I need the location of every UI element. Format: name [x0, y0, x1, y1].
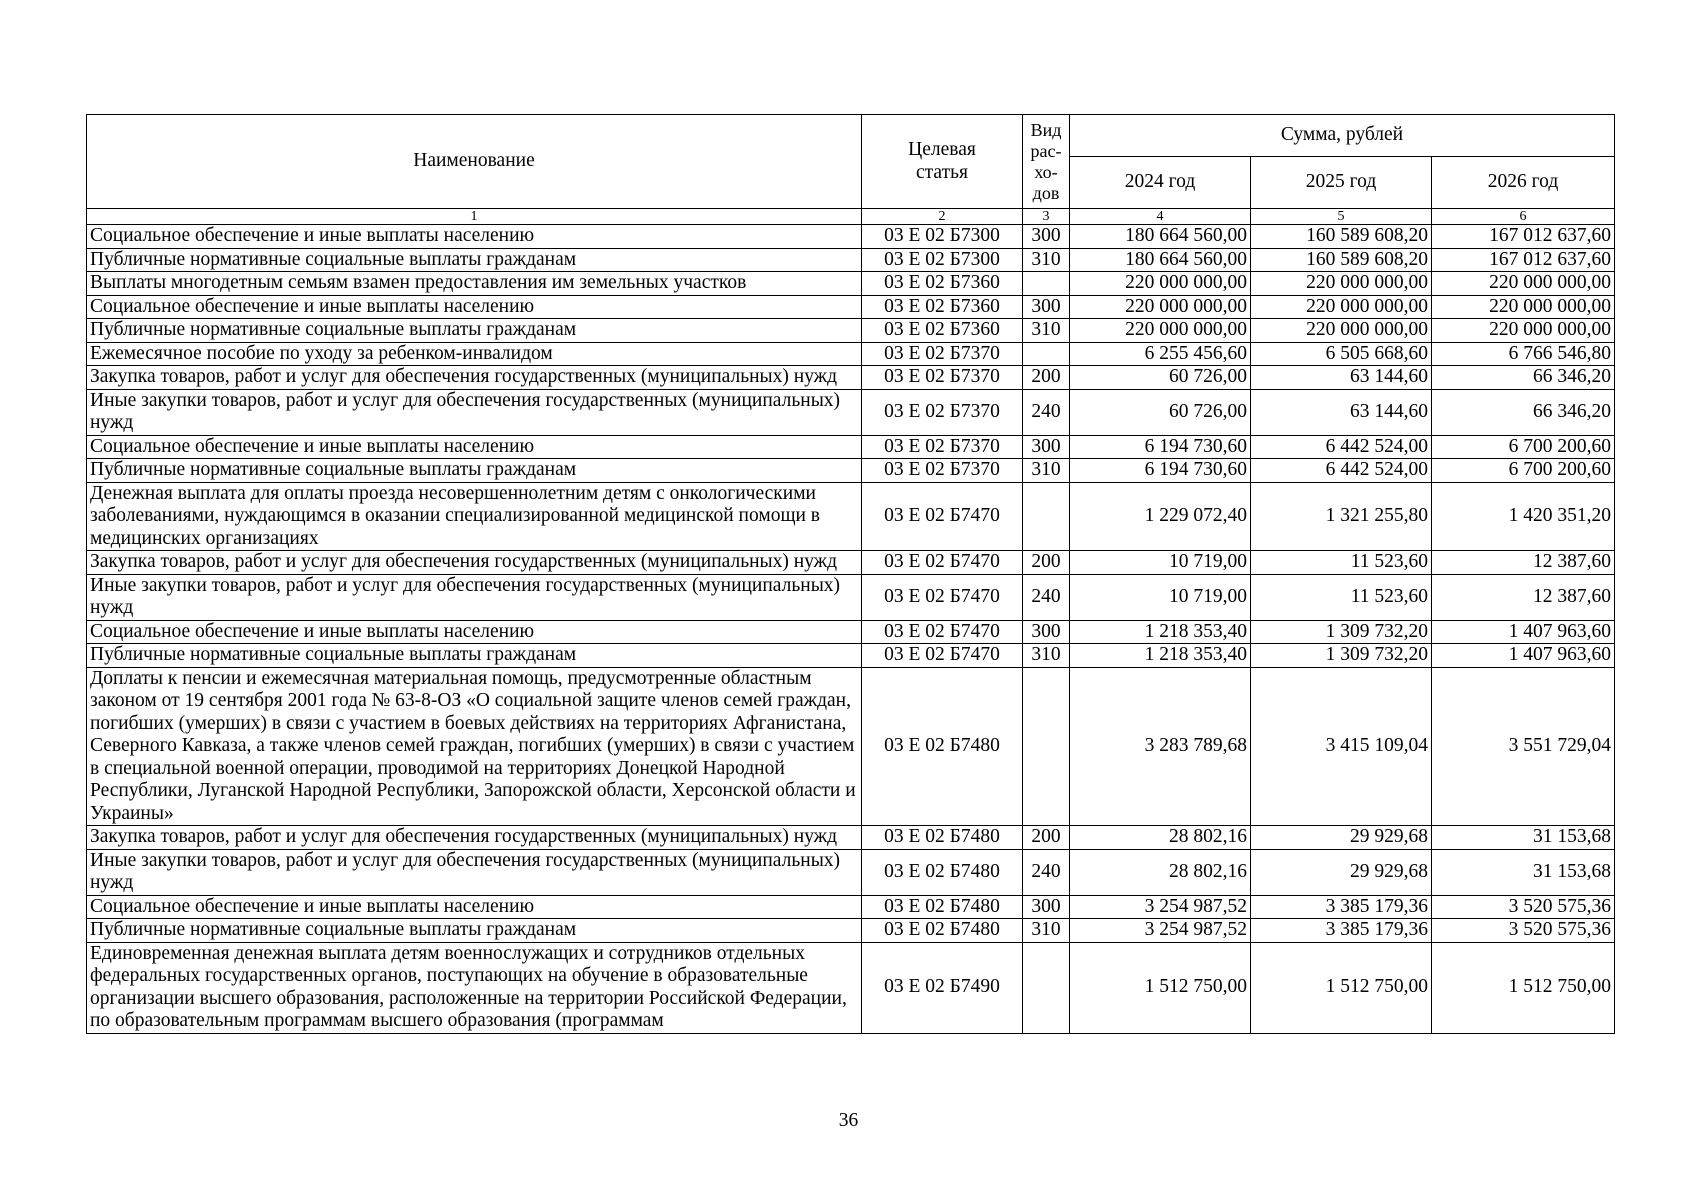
- cell-vid: 310: [1023, 644, 1070, 668]
- cell-amount-2026: 66 346,20: [1432, 366, 1615, 390]
- table-row: [87, 826, 1615, 850]
- cell-amount-2024: 220 000 000,00: [1070, 319, 1251, 343]
- cell-amount-2024: 180 664 560,00: [1070, 225, 1251, 249]
- cell-name: Публичные нормативные социальные выплаты гражданам: [87, 644, 862, 668]
- cell-vid: 240: [1023, 574, 1070, 620]
- header-row-1: [87, 115, 1615, 157]
- cell-target: 03 Е 02 Б7480: [862, 667, 1023, 826]
- column-number: 4: [1070, 209, 1251, 225]
- cell-amount-2024: 3 254 987,52: [1070, 919, 1251, 943]
- cell-amount-2025: 220 000 000,00: [1251, 319, 1432, 343]
- cell-amount-2026: 1 407 963,60: [1432, 644, 1615, 668]
- cell-target: 03 Е 02 Б7370: [862, 459, 1023, 483]
- cell-amount-2024: 6 194 730,60: [1070, 459, 1251, 483]
- table-row: [87, 551, 1615, 575]
- cell-amount-2024: 3 283 789,68: [1070, 667, 1251, 826]
- cell-target: 03 Е 02 Б7480: [862, 895, 1023, 919]
- table-row: [87, 248, 1615, 272]
- cell-amount-2026: 12 387,60: [1432, 574, 1615, 620]
- cell-vid: [1023, 272, 1070, 296]
- budget-table-body: [87, 115, 1615, 1034]
- cell-amount-2024: 180 664 560,00: [1070, 248, 1251, 272]
- cell-name: Публичные нормативные социальные выплаты гражданам: [87, 919, 862, 943]
- table-row: [87, 319, 1615, 343]
- header-name: Наименование: [87, 115, 862, 209]
- cell-amount-2026: 12 387,60: [1432, 551, 1615, 575]
- cell-target: 03 Е 02 Б7360: [862, 272, 1023, 296]
- cell-target: 03 Е 02 Б7470: [862, 644, 1023, 668]
- cell-vid: [1023, 342, 1070, 366]
- cell-amount-2025: 160 589 608,20: [1251, 225, 1432, 249]
- cell-target: 03 Е 02 Б7470: [862, 574, 1023, 620]
- cell-amount-2025: 63 144,60: [1251, 366, 1432, 390]
- cell-amount-2026: 6 700 200,60: [1432, 435, 1615, 459]
- budget-table: [86, 114, 1615, 1034]
- cell-amount-2026: 3 520 575,36: [1432, 919, 1615, 943]
- cell-amount-2025: 11 523,60: [1251, 574, 1432, 620]
- cell-vid: 200: [1023, 826, 1070, 850]
- column-number: 3: [1023, 209, 1070, 225]
- cell-amount-2024: 60 726,00: [1070, 366, 1251, 390]
- cell-amount-2025: 29 929,68: [1251, 849, 1432, 895]
- cell-name: Выплаты многодетным семьям взамен предоставления им земельных участков: [87, 272, 862, 296]
- cell-amount-2024: 28 802,16: [1070, 826, 1251, 850]
- cell-amount-2024: 1 229 072,40: [1070, 482, 1251, 551]
- cell-name: Публичные нормативные социальные выплаты гражданам: [87, 319, 862, 343]
- cell-amount-2024: 10 719,00: [1070, 574, 1251, 620]
- cell-target: 03 Е 02 Б7300: [862, 248, 1023, 272]
- cell-amount-2025: 1 512 750,00: [1251, 942, 1432, 1033]
- cell-amount-2025: 1 321 255,80: [1251, 482, 1432, 551]
- cell-amount-2026: 3 551 729,04: [1432, 667, 1615, 826]
- table-row: [87, 620, 1615, 644]
- cell-amount-2025: 63 144,60: [1251, 389, 1432, 435]
- cell-target: 03 Е 02 Б7470: [862, 620, 1023, 644]
- cell-amount-2024: 6 194 730,60: [1070, 435, 1251, 459]
- table-row: [87, 389, 1615, 435]
- table-row: [87, 644, 1615, 668]
- cell-amount-2026: 1 512 750,00: [1432, 942, 1615, 1033]
- table-row: [87, 272, 1615, 296]
- cell-amount-2026: 1 420 351,20: [1432, 482, 1615, 551]
- cell-name: Закупка товаров, работ и услуг для обеспечения государственных (муниципальных) нужд: [87, 551, 862, 575]
- column-number: 1: [87, 209, 862, 225]
- header-target: [862, 115, 1023, 209]
- header-vid: [1023, 115, 1070, 209]
- cell-amount-2026: 167 012 637,60: [1432, 248, 1615, 272]
- cell-amount-2024: 220 000 000,00: [1070, 295, 1251, 319]
- cell-target: 03 Е 02 Б7300: [862, 225, 1023, 249]
- header-target-text: Целевая статья: [908, 139, 976, 183]
- cell-target: 03 Е 02 Б7470: [862, 482, 1023, 551]
- cell-amount-2026: 6 700 200,60: [1432, 459, 1615, 483]
- column-number-row: [87, 209, 1615, 225]
- cell-amount-2025: 160 589 608,20: [1251, 248, 1432, 272]
- cell-name: Иные закупки товаров, работ и услуг для обеспечения государственных (муниципальных) нужд: [87, 849, 862, 895]
- header-2026: 2026 год: [1432, 157, 1615, 209]
- cell-name: Иные закупки товаров, работ и услуг для обеспечения государственных (муниципальных) нужд: [87, 574, 862, 620]
- cell-amount-2025: 6 442 524,00: [1251, 459, 1432, 483]
- cell-amount-2025: 11 523,60: [1251, 551, 1432, 575]
- cell-name: Социальное обеспечение и иные выплаты населению: [87, 295, 862, 319]
- cell-vid: 300: [1023, 295, 1070, 319]
- cell-amount-2025: 220 000 000,00: [1251, 272, 1432, 296]
- cell-name: Закупка товаров, работ и услуг для обеспечения государственных (муниципальных) нужд: [87, 366, 862, 390]
- table-row: [87, 482, 1615, 551]
- cell-amount-2024: 3 254 987,52: [1070, 895, 1251, 919]
- cell-target: 03 Е 02 Б7490: [862, 942, 1023, 1033]
- cell-amount-2025: 6 442 524,00: [1251, 435, 1432, 459]
- page-number: 36: [838, 1110, 859, 1131]
- table-row: [87, 667, 1615, 826]
- cell-name: Социальное обеспечение и иные выплаты населению: [87, 620, 862, 644]
- table-row: [87, 225, 1615, 249]
- table-row: [87, 574, 1615, 620]
- cell-amount-2026: 220 000 000,00: [1432, 295, 1615, 319]
- cell-amount-2026: 31 153,68: [1432, 849, 1615, 895]
- table-row: [87, 895, 1615, 919]
- cell-amount-2024: 60 726,00: [1070, 389, 1251, 435]
- header-2025: 2025 год: [1251, 157, 1432, 209]
- cell-amount-2025: 1 309 732,20: [1251, 620, 1432, 644]
- table-row: [87, 295, 1615, 319]
- cell-amount-2026: 167 012 637,60: [1432, 225, 1615, 249]
- cell-vid: 300: [1023, 225, 1070, 249]
- cell-name: Ежемесячное пособие по уходу за ребенком-инвалидом: [87, 342, 862, 366]
- cell-amount-2024: 1 218 353,40: [1070, 644, 1251, 668]
- cell-name: Публичные нормативные социальные выплаты гражданам: [87, 459, 862, 483]
- cell-amount-2026: 6 766 546,80: [1432, 342, 1615, 366]
- table-row: [87, 942, 1615, 1033]
- cell-amount-2025: 3 385 179,36: [1251, 919, 1432, 943]
- cell-amount-2026: 1 407 963,60: [1432, 620, 1615, 644]
- header-vid-text: Вид рас-хо-дов: [1030, 119, 1062, 203]
- cell-vid: 310: [1023, 248, 1070, 272]
- cell-amount-2024: 28 802,16: [1070, 849, 1251, 895]
- header-2024: 2024 год: [1070, 157, 1251, 209]
- cell-vid: [1023, 482, 1070, 551]
- cell-name: Доплаты к пенсии и ежемесячная материальная помощь, предусмотренные областным законом от 19 сентября 2001 года № 63-8-ОЗ «О социальной защите членов семей граждан, погибших (умерших) в связи с участием в боевых действиях на территориях Афганистана, Северного Кавказа, а также членов семей граждан, погибших (умерших) в связи с участием в специальной военной операции, проводимой на территориях Донецкой Народной Республики, Луганской Народной Республики, Запорожской области, Херсонской области и Украины»: [87, 667, 862, 826]
- table-row: [87, 435, 1615, 459]
- cell-target: 03 Е 02 Б7480: [862, 849, 1023, 895]
- cell-name: Социальное обеспечение и иные выплаты населению: [87, 895, 862, 919]
- table-row: [87, 366, 1615, 390]
- cell-vid: 200: [1023, 366, 1070, 390]
- cell-vid: [1023, 942, 1070, 1033]
- cell-name: Социальное обеспечение и иные выплаты населению: [87, 435, 862, 459]
- cell-amount-2026: 66 346,20: [1432, 389, 1615, 435]
- cell-name: Единовременная денежная выплата детям военнослужащих и сотрудников отдельных федеральных государственных органов, поступающих на обучение в образовательные организации высшего образования, расположенные на территории Российской Федерации, по образовательным программам высшего образования (программам: [87, 942, 862, 1033]
- column-number: 5: [1251, 209, 1432, 225]
- cell-target: 03 Е 02 Б7480: [862, 826, 1023, 850]
- cell-vid: 310: [1023, 919, 1070, 943]
- cell-amount-2024: 1 512 750,00: [1070, 942, 1251, 1033]
- cell-amount-2025: 3 385 179,36: [1251, 895, 1432, 919]
- cell-vid: 300: [1023, 620, 1070, 644]
- cell-vid: 240: [1023, 849, 1070, 895]
- cell-amount-2024: 6 255 456,60: [1070, 342, 1251, 366]
- column-number: 6: [1432, 209, 1615, 225]
- cell-amount-2026: 220 000 000,00: [1432, 272, 1615, 296]
- header-sum: Сумма, рублей: [1070, 115, 1615, 157]
- cell-amount-2025: 1 309 732,20: [1251, 644, 1432, 668]
- table-row: [87, 849, 1615, 895]
- cell-name: Социальное обеспечение и иные выплаты населению: [87, 225, 862, 249]
- cell-target: 03 Е 02 Б7470: [862, 551, 1023, 575]
- cell-amount-2026: 3 520 575,36: [1432, 895, 1615, 919]
- cell-vid: 240: [1023, 389, 1070, 435]
- cell-vid: 200: [1023, 551, 1070, 575]
- cell-vid: 300: [1023, 895, 1070, 919]
- cell-amount-2025: 29 929,68: [1251, 826, 1432, 850]
- cell-name: Публичные нормативные социальные выплаты гражданам: [87, 248, 862, 272]
- table-row: [87, 919, 1615, 943]
- cell-name: Иные закупки товаров, работ и услуг для обеспечения государственных (муниципальных) нужд: [87, 389, 862, 435]
- cell-vid: 310: [1023, 319, 1070, 343]
- cell-amount-2024: 220 000 000,00: [1070, 272, 1251, 296]
- cell-target: 03 Е 02 Б7370: [862, 435, 1023, 459]
- cell-target: 03 Е 02 Б7370: [862, 389, 1023, 435]
- cell-amount-2025: 6 505 668,60: [1251, 342, 1432, 366]
- cell-vid: [1023, 667, 1070, 826]
- table-row: [87, 342, 1615, 366]
- cell-name: Закупка товаров, работ и услуг для обеспечения государственных (муниципальных) нужд: [87, 826, 862, 850]
- cell-amount-2024: 10 719,00: [1070, 551, 1251, 575]
- cell-amount-2024: 1 218 353,40: [1070, 620, 1251, 644]
- cell-target: 03 Е 02 Б7360: [862, 319, 1023, 343]
- cell-name: Денежная выплата для оплаты проезда несовершеннолетним детям с онкологическими заболеваниями, нуждающимся в оказании специализированной медицинской помощи в медицинских организациях: [87, 482, 862, 551]
- cell-amount-2025: 3 415 109,04: [1251, 667, 1432, 826]
- cell-amount-2025: 220 000 000,00: [1251, 295, 1432, 319]
- column-number: 2: [862, 209, 1023, 225]
- cell-vid: 300: [1023, 435, 1070, 459]
- cell-target: 03 Е 02 Б7370: [862, 366, 1023, 390]
- cell-target: 03 Е 02 Б7360: [862, 295, 1023, 319]
- cell-vid: 310: [1023, 459, 1070, 483]
- cell-amount-2026: 220 000 000,00: [1432, 319, 1615, 343]
- cell-amount-2026: 31 153,68: [1432, 826, 1615, 850]
- cell-target: 03 Е 02 Б7480: [862, 919, 1023, 943]
- cell-target: 03 Е 02 Б7370: [862, 342, 1023, 366]
- table-row: [87, 459, 1615, 483]
